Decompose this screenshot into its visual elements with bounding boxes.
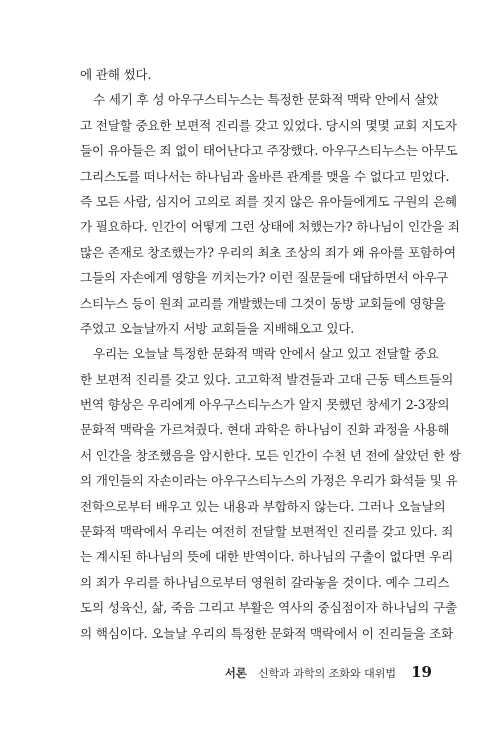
text-line: 그들의 자손에게 영향을 끼치는가? 이런 질문들에 대답하면서 아우구 (80, 270, 449, 286)
footer-section-label: 서론 (224, 666, 247, 680)
text-line: 수 세기 후 성 아우구스티누스는 특정한 문화적 맥락 안에서 살았 (93, 92, 439, 108)
text-line: 의 죄가 우리를 하나님으로부터 영원히 갈라놓을 것이다. 예수 그리스 (80, 574, 450, 590)
footer-book-title: 신학과 과학의 조화와 대위법 (258, 667, 397, 680)
text-line: 도의 성육신, 삶, 죽음 그리고 부활은 역사의 중심점이자 하나님의 구출 (80, 600, 457, 616)
text-line: 서 인간을 창조했음을 암시한다. 모든 인간이 수천 년 전에 살았던 한 쌍 (80, 447, 461, 463)
text-line: 그리스도를 떠나서는 하나님과 올바른 관계를 맺을 수 없다고 믿었다. (80, 168, 450, 184)
text-line: 전학으로부터 배우고 있는 내용과 부합하지 않는다. 그러나 오늘날의 (80, 498, 446, 514)
text-line: 많은 존재로 창조했는가? 우리의 최초 조상의 죄가 왜 유아를 포함하여 (80, 244, 456, 260)
body-text (80, 62, 461, 646)
page-number: 19 (411, 663, 432, 681)
text-line: 즉 모든 사람, 심지어 고의로 죄를 짓지 않은 유아들에게도 구원의 은혜 (80, 193, 457, 209)
text-line: 문화적 맥락에서 우리는 여전히 전달할 보편적인 진리를 갖고 있다. 죄 (80, 524, 454, 540)
text-line: 고 전달할 중요한 보편적 진리를 갖고 있었다. 당시의 몇몇 교회 지도자 (80, 117, 457, 133)
text-line: 주었고 오늘날까지 서방 교회들을 지배해오고 있다. (80, 320, 355, 336)
text-line: 한 보편적 진리를 갖고 있다. 고고학적 발견들과 고대 근동 텍스트들의 (80, 371, 454, 387)
text-line: 의 핵심이다. 오늘날 우리의 특정한 문화적 맥락에서 이 진리들을 조화 (80, 625, 454, 641)
text-line: 의 개인들의 자손이라는 아우구스티누스의 가정은 우리가 화석들 및 유 (80, 473, 458, 489)
text-line: 가 필요하다. 인간이 어떻게 그런 상태에 처했는가? 하나님이 인간을 죄 (80, 219, 460, 235)
text-line: 문화적 맥락을 가르쳐줬다. 현대 과학은 하나님이 진화 과정을 사용해 (80, 422, 450, 438)
text-line: 들이 유아들은 죄 없이 태어난다고 주장했다. 아우구스티누스는 아무도 (80, 143, 458, 159)
text-line: 번역 향상은 우리에게 아우구스티누스가 알지 못했던 창세기 2-3장의 (80, 397, 450, 413)
text-line: 에 관해 썼다. (80, 67, 152, 82)
text-line: 는 계시된 하나님의 뜻에 대한 반역이다. 하나님의 구출이 없다면 우리 (80, 549, 454, 565)
running-footer (225, 662, 432, 681)
text-line: 우리는 오늘날 특정한 문화적 맥락 안에서 살고 있고 전달할 중요 (93, 346, 439, 362)
text-line: 스티누스 등이 원죄 교리를 개발했는데 그것이 동방 교회들에 영향을 (80, 295, 446, 311)
